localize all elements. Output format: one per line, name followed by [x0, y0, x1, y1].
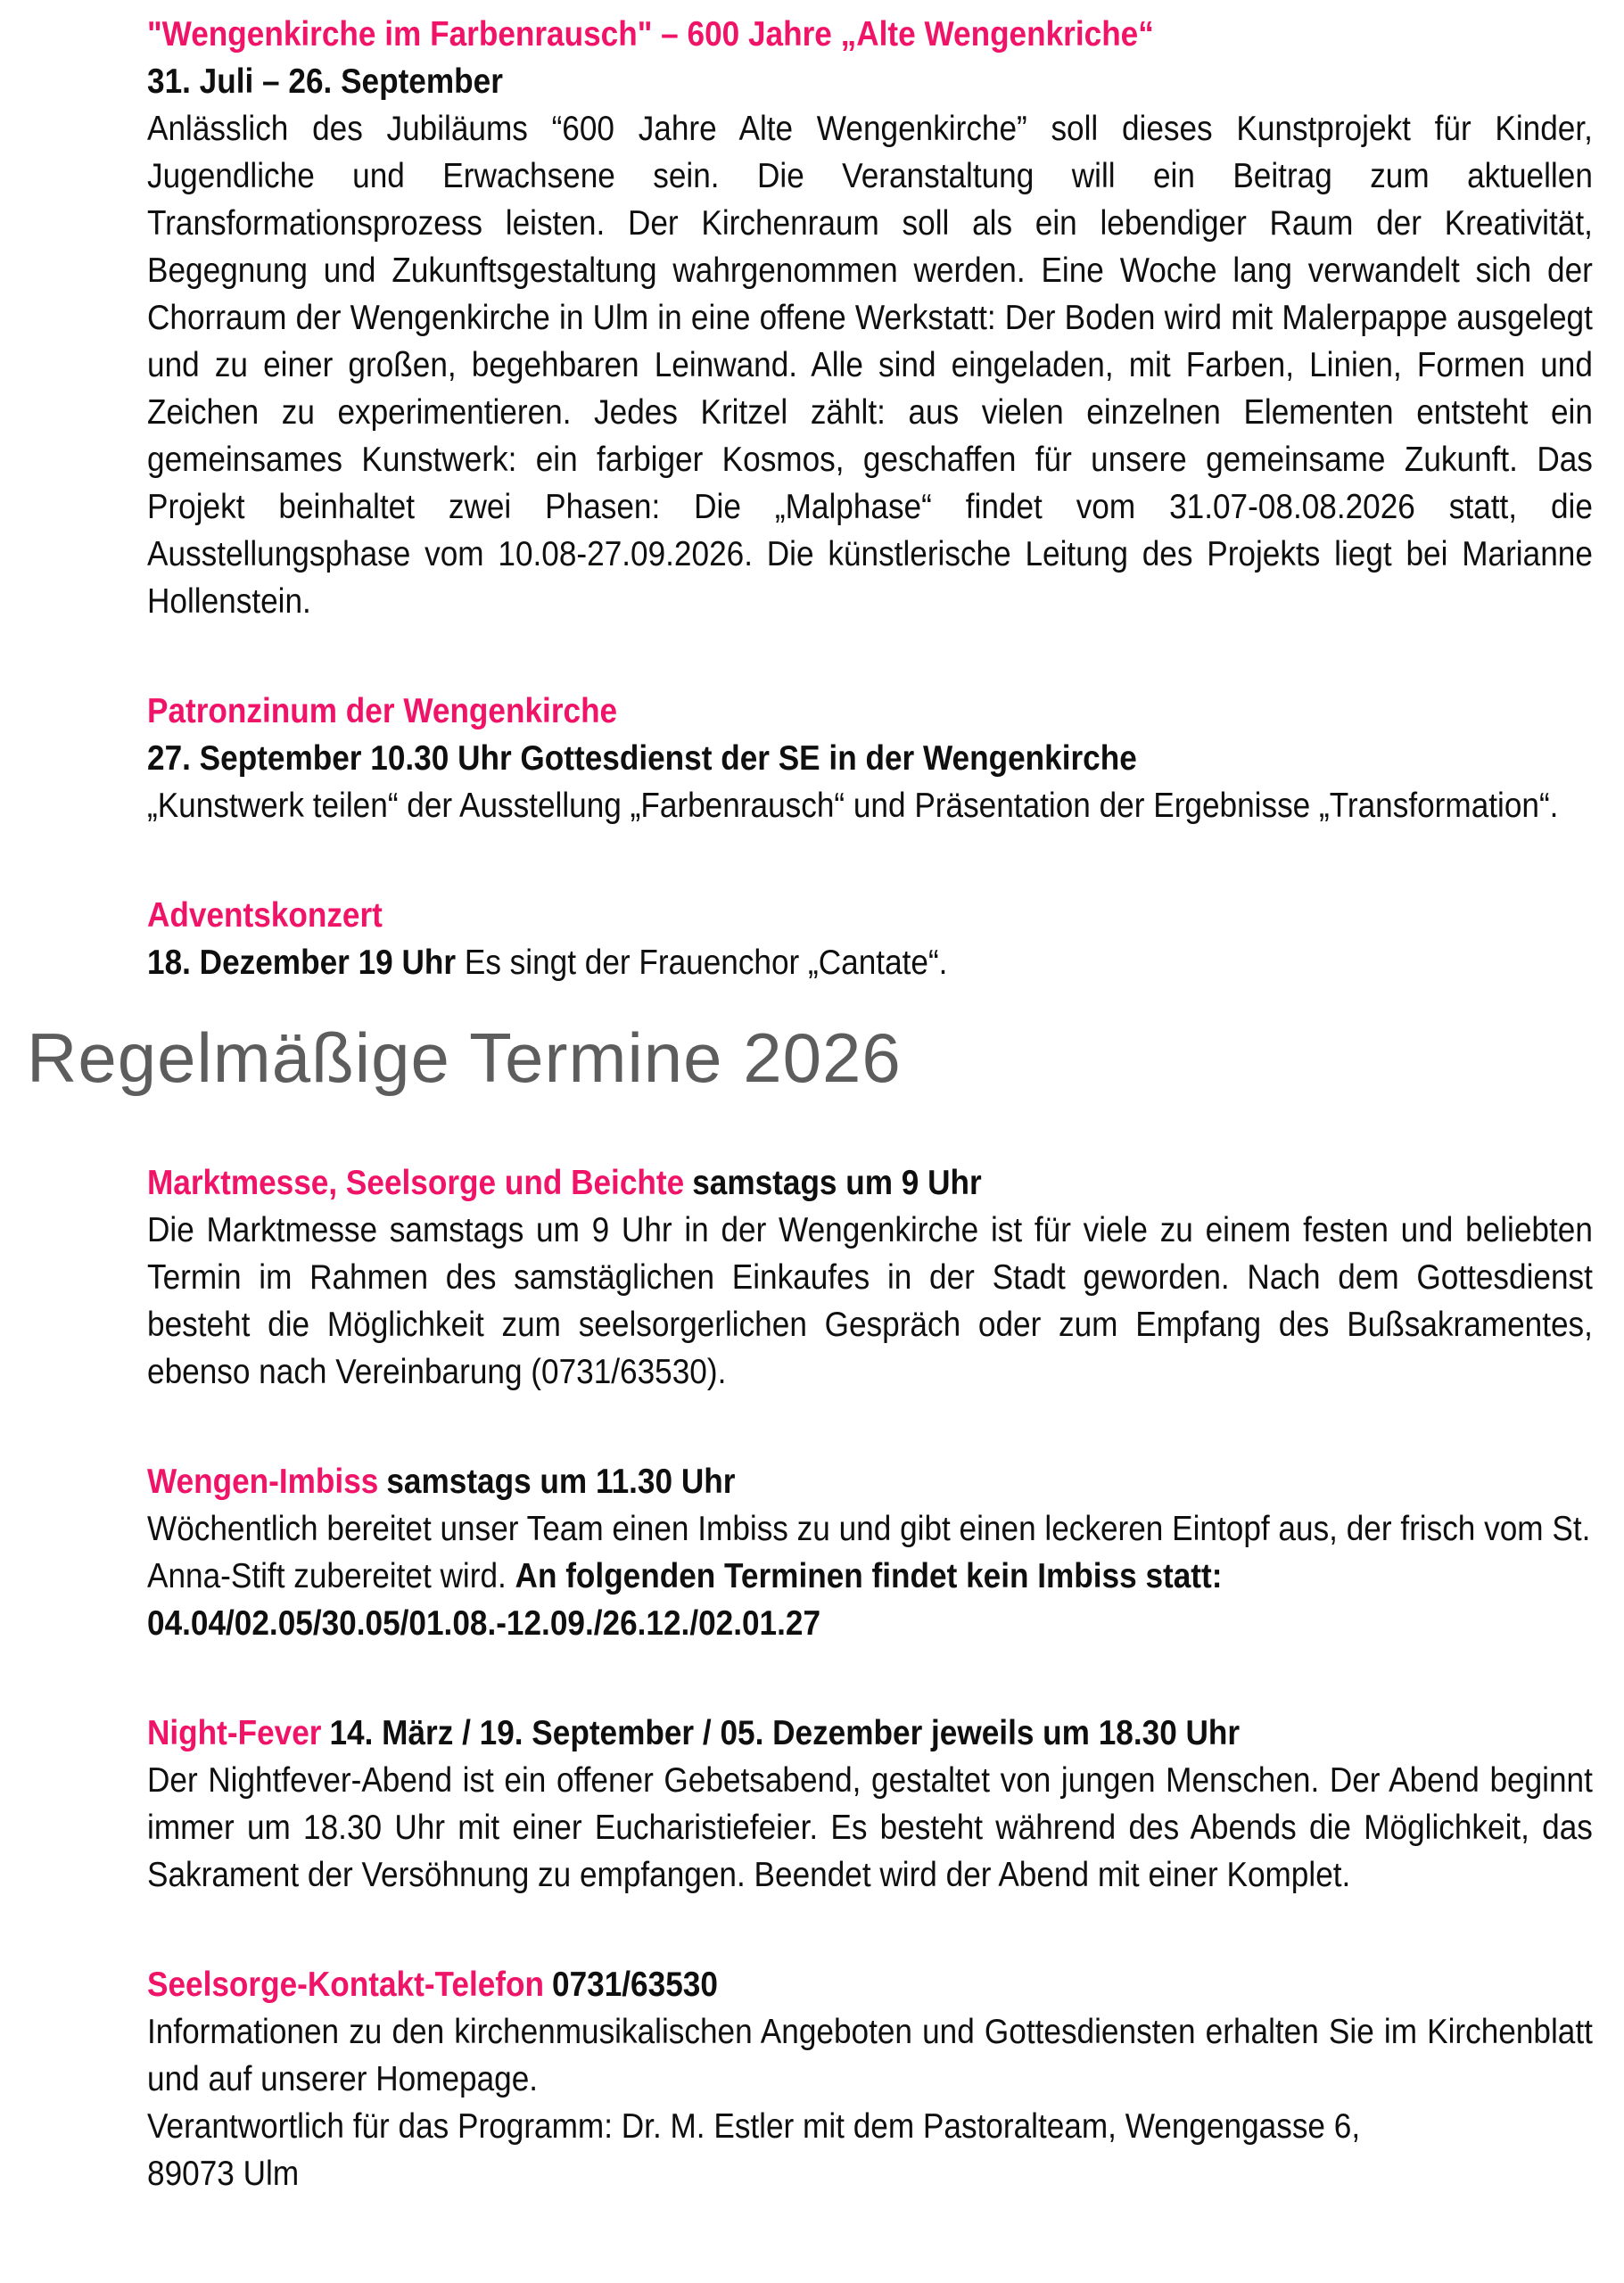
responsible-line: Verantwortlich für das Programm: Dr. M. Estler mit dem Pastoralteam, Wengengasse 6, — [147, 2107, 1361, 2146]
event-title: Wengen-Imbiss — [147, 1463, 379, 1501]
event-headline — [147, 1961, 1593, 2008]
event-description-text: Wöchentlich bereitet unser Team einen Imbiss zu und gibt einen leckeren Eintopf aus, der frisch vom St. Anna-Stift zubereitet wird. — [147, 1510, 1591, 1595]
event-headline — [147, 1159, 1593, 1207]
event-time: samstags um 11.30 Uhr — [386, 1463, 736, 1501]
event-headline — [147, 1710, 1593, 1757]
event-date: 31. Juli – 26. September — [147, 62, 503, 101]
event-seelsorge-kontakt — [147, 1961, 1593, 2197]
event-time: samstags um 9 Uhr — [692, 1164, 982, 1202]
event-description: „Kunstwerk teilen“ der Ausstellung „Farbenrausch“ und Präsentation der Ergebnisse „Transformation“. — [147, 787, 1559, 825]
event-farbenrausch — [147, 11, 1593, 625]
event-title: Marktmesse, Seelsorge und Beichte — [147, 1164, 685, 1202]
event-title: Seelsorge-Kontakt-Telefon — [147, 1966, 545, 2004]
event-date: 27. September 10.30 Uhr Gottesdienst der SE in der Wengenkirche — [147, 739, 1137, 778]
event-title: Night-Fever — [147, 1714, 322, 1752]
city-line: 89073 Ulm — [147, 2155, 300, 2193]
event-title: Patronzinum der Wengenkirche — [147, 692, 618, 730]
event-adventskonzert — [147, 892, 1593, 986]
event-description: Informationen zu den kirchenmusikalischen Angeboten und Gottesdiensten erhalten Sie im Kirchenblatt und auf unserer Homepage. — [147, 2013, 1593, 2098]
event-title: Adventskonzert — [147, 896, 383, 935]
event-patronzinum — [147, 688, 1593, 829]
event-description — [147, 939, 1593, 986]
event-headline — [147, 1458, 1593, 1505]
event-marktmesse — [147, 1159, 1593, 1396]
regular-events-section — [147, 1159, 1593, 2197]
event-night-fever — [147, 1710, 1593, 1899]
event-phone: 0731/63530 — [552, 1966, 718, 2004]
event-date: 18. Dezember 19 Uhr — [147, 944, 457, 982]
event-description — [147, 1505, 1593, 1647]
events-section — [147, 0, 1593, 986]
event-title: "Wengenkirche im Farbenrausch" – 600 Jahre „Alte Wengenkriche“ — [147, 15, 1154, 54]
event-description: Der Nightfever-Abend ist ein offener Gebetsabend, gestaltet von jungen Menschen. Der Abend beginnt immer um 18.30 Uhr mit einer Eucharistiefeier. Es besteht während des Abends die Möglichkeit, das Sakrament der Versöhnung zu empfangen. Beendet wird der Abend mit einer Komplet. — [147, 1761, 1593, 1894]
regular-dates-heading: Regelmäßige Termine 2026 — [27, 1018, 902, 1097]
event-description: Die Marktmesse samstags um 9 Uhr in der Wengenkirche ist für viele zu einem festen und beliebten Termin im Rahmen des samstäglichen Einkaufes in der Stadt geworden. Nach dem Gottesdienst besteht die Möglichkeit zum seelsorgerlichen Gespräch oder zum Empfang des Bußsakramentes, ebenso nach Vereinbarung (0731/63530). — [147, 1211, 1593, 1391]
event-cancelled-dates: An folgenden Terminen findet kein Imbiss statt: 04.04/02.05/30.05/01.08.-12.09./26.12./02.01.27 — [147, 1557, 1223, 1643]
event-wengen-imbiss — [147, 1458, 1593, 1647]
event-description: Anlässlich des Jubiläums “600 Jahre Alte Wengenkirche” soll dieses Kunstprojekt für Kinder, Jugendliche und Erwachsene sein. Die Veranstaltung will ein Beitrag zum aktuellen Transformationsprozess leisten. Der Kirchenraum soll als ein lebendiger Raum der Kreativität, Begegnung und Zukunftsgestaltung wahrgenommen werden. Eine Woche lang verwandelt sich der Chorraum der Wengenkirche in Ulm in eine offene Werkstatt: Der Boden wird mit Malerpappe ausgelegt und zu einer großen, begehbaren Leinwand. Alle sind eingeladen, mit Farben, Linien, Formen und Zeichen zu experimentieren. Jedes Kritzel zählt: aus vielen einzelnen Elementen entsteht ein gemeinsames Kunstwerk: ein farbiger Kosmos, geschaffen für unsere gemeinsame Zukunft. Das Projekt beinhaltet zwei Phasen: Die „Malphase“ findet vom 31.07-08.08.2026 statt, die Ausstellungsphase vom 10.08-27.09.2026. Die künstlerische Leitung des Projekts liegt bei Marianne Hollenstein. — [147, 110, 1593, 621]
event-description-text: Es singt der Frauenchor „Cantate“. — [456, 944, 948, 982]
event-time: 14. März / 19. September / 05. Dezember jeweils um 18.30 Uhr — [329, 1714, 1241, 1752]
